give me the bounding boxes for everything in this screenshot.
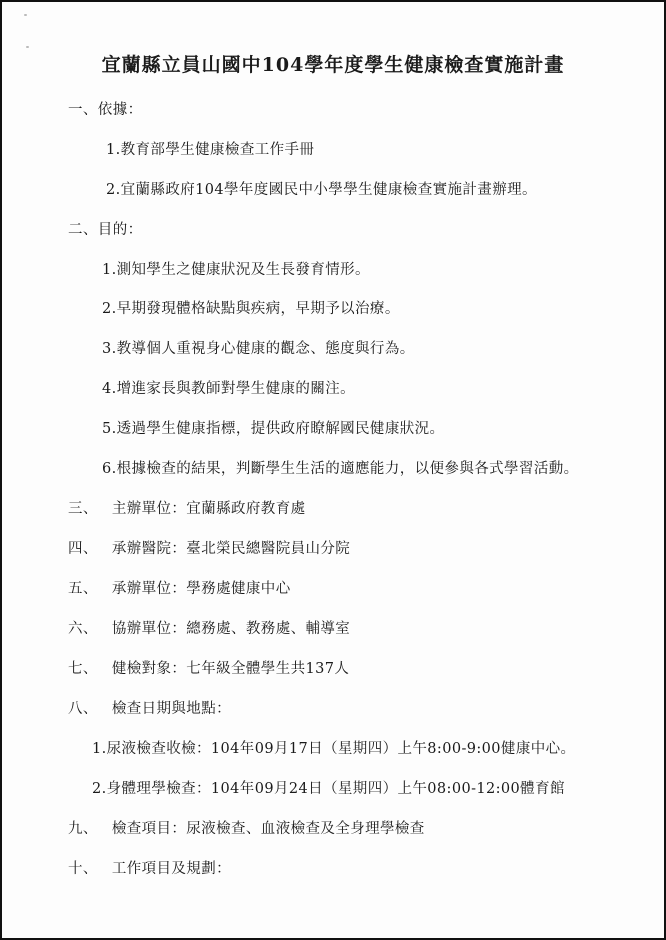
section-undertaker bbox=[68, 577, 291, 598]
purpose-item: 2.早期發現體格缺點與疾病，早期予以治療。 bbox=[102, 301, 400, 317]
section-number: 四、 bbox=[68, 541, 98, 557]
section-text: 主辦單位：宜蘭縣政府教育處 bbox=[111, 501, 306, 517]
section-heading-basis: 一、依據： bbox=[68, 102, 143, 118]
section-heading-purpose: 二、目的： bbox=[68, 222, 143, 238]
section-number: 九、 bbox=[68, 821, 98, 837]
page-title: 宜蘭縣立員山國中104學年度學生健康檢查實施計畫 bbox=[101, 54, 565, 76]
purpose-item: 6.根據檢查的結果，判斷學生生活的適應能力，以便參與各式學習活動。 bbox=[102, 461, 579, 477]
section-text: 工作項目及規劃： bbox=[111, 861, 232, 877]
section-text: 檢查日期與地點： bbox=[111, 701, 232, 717]
schedule-item: 2.身體理學檢查：104年09月24日（星期四）上午08:00-12:00體育館 bbox=[92, 781, 565, 797]
section-number: 五、 bbox=[68, 581, 98, 597]
section-number: 三、 bbox=[68, 501, 98, 517]
scan-speck bbox=[26, 46, 29, 48]
section-organizer bbox=[68, 497, 306, 518]
section-exam-items bbox=[68, 817, 425, 838]
purpose-item: 1.測知學生之健康狀況及生長發育情形。 bbox=[102, 262, 370, 278]
section-number: 七、 bbox=[68, 661, 98, 677]
section-text: 承辦醫院：臺北榮民總醫院員山分院 bbox=[111, 541, 351, 557]
purpose-item: 3.教導個人重視身心健康的觀念、態度與行為。 bbox=[102, 341, 415, 357]
section-number: 十、 bbox=[68, 861, 98, 877]
section-target bbox=[68, 657, 349, 678]
section-text: 協辦單位：總務處、教務處、輔導室 bbox=[111, 621, 351, 637]
section-coorganizer bbox=[68, 617, 350, 638]
schedule-item: 1.尿液檢查收檢：104年09月17日（星期四）上午8:00-9:00健康中心。 bbox=[92, 741, 576, 757]
section-hospital bbox=[68, 537, 350, 558]
section-text: 檢查項目：尿液檢查、血液檢查及全身理學檢查 bbox=[111, 821, 425, 837]
scan-speck bbox=[24, 14, 27, 16]
section-work-plan bbox=[68, 857, 231, 878]
section-text: 健檢對象：七年級全體學生共137人 bbox=[111, 661, 350, 677]
section-number: 八、 bbox=[68, 701, 98, 717]
section-number: 六、 bbox=[68, 621, 98, 637]
section-text: 承辦單位：學務處健康中心 bbox=[111, 581, 291, 597]
purpose-item: 4.增進家長與教師對學生健康的關注。 bbox=[102, 381, 356, 397]
purpose-item: 5.透過學生健康指標，提供政府瞭解國民健康狀況。 bbox=[102, 421, 445, 437]
basis-item: 1.教育部學生健康檢查工作手冊 bbox=[106, 142, 315, 158]
section-schedule bbox=[68, 697, 231, 718]
basis-item: 2.宜蘭縣政府104學年度國民中小學學生健康檢查實施計畫辦理。 bbox=[106, 182, 537, 198]
